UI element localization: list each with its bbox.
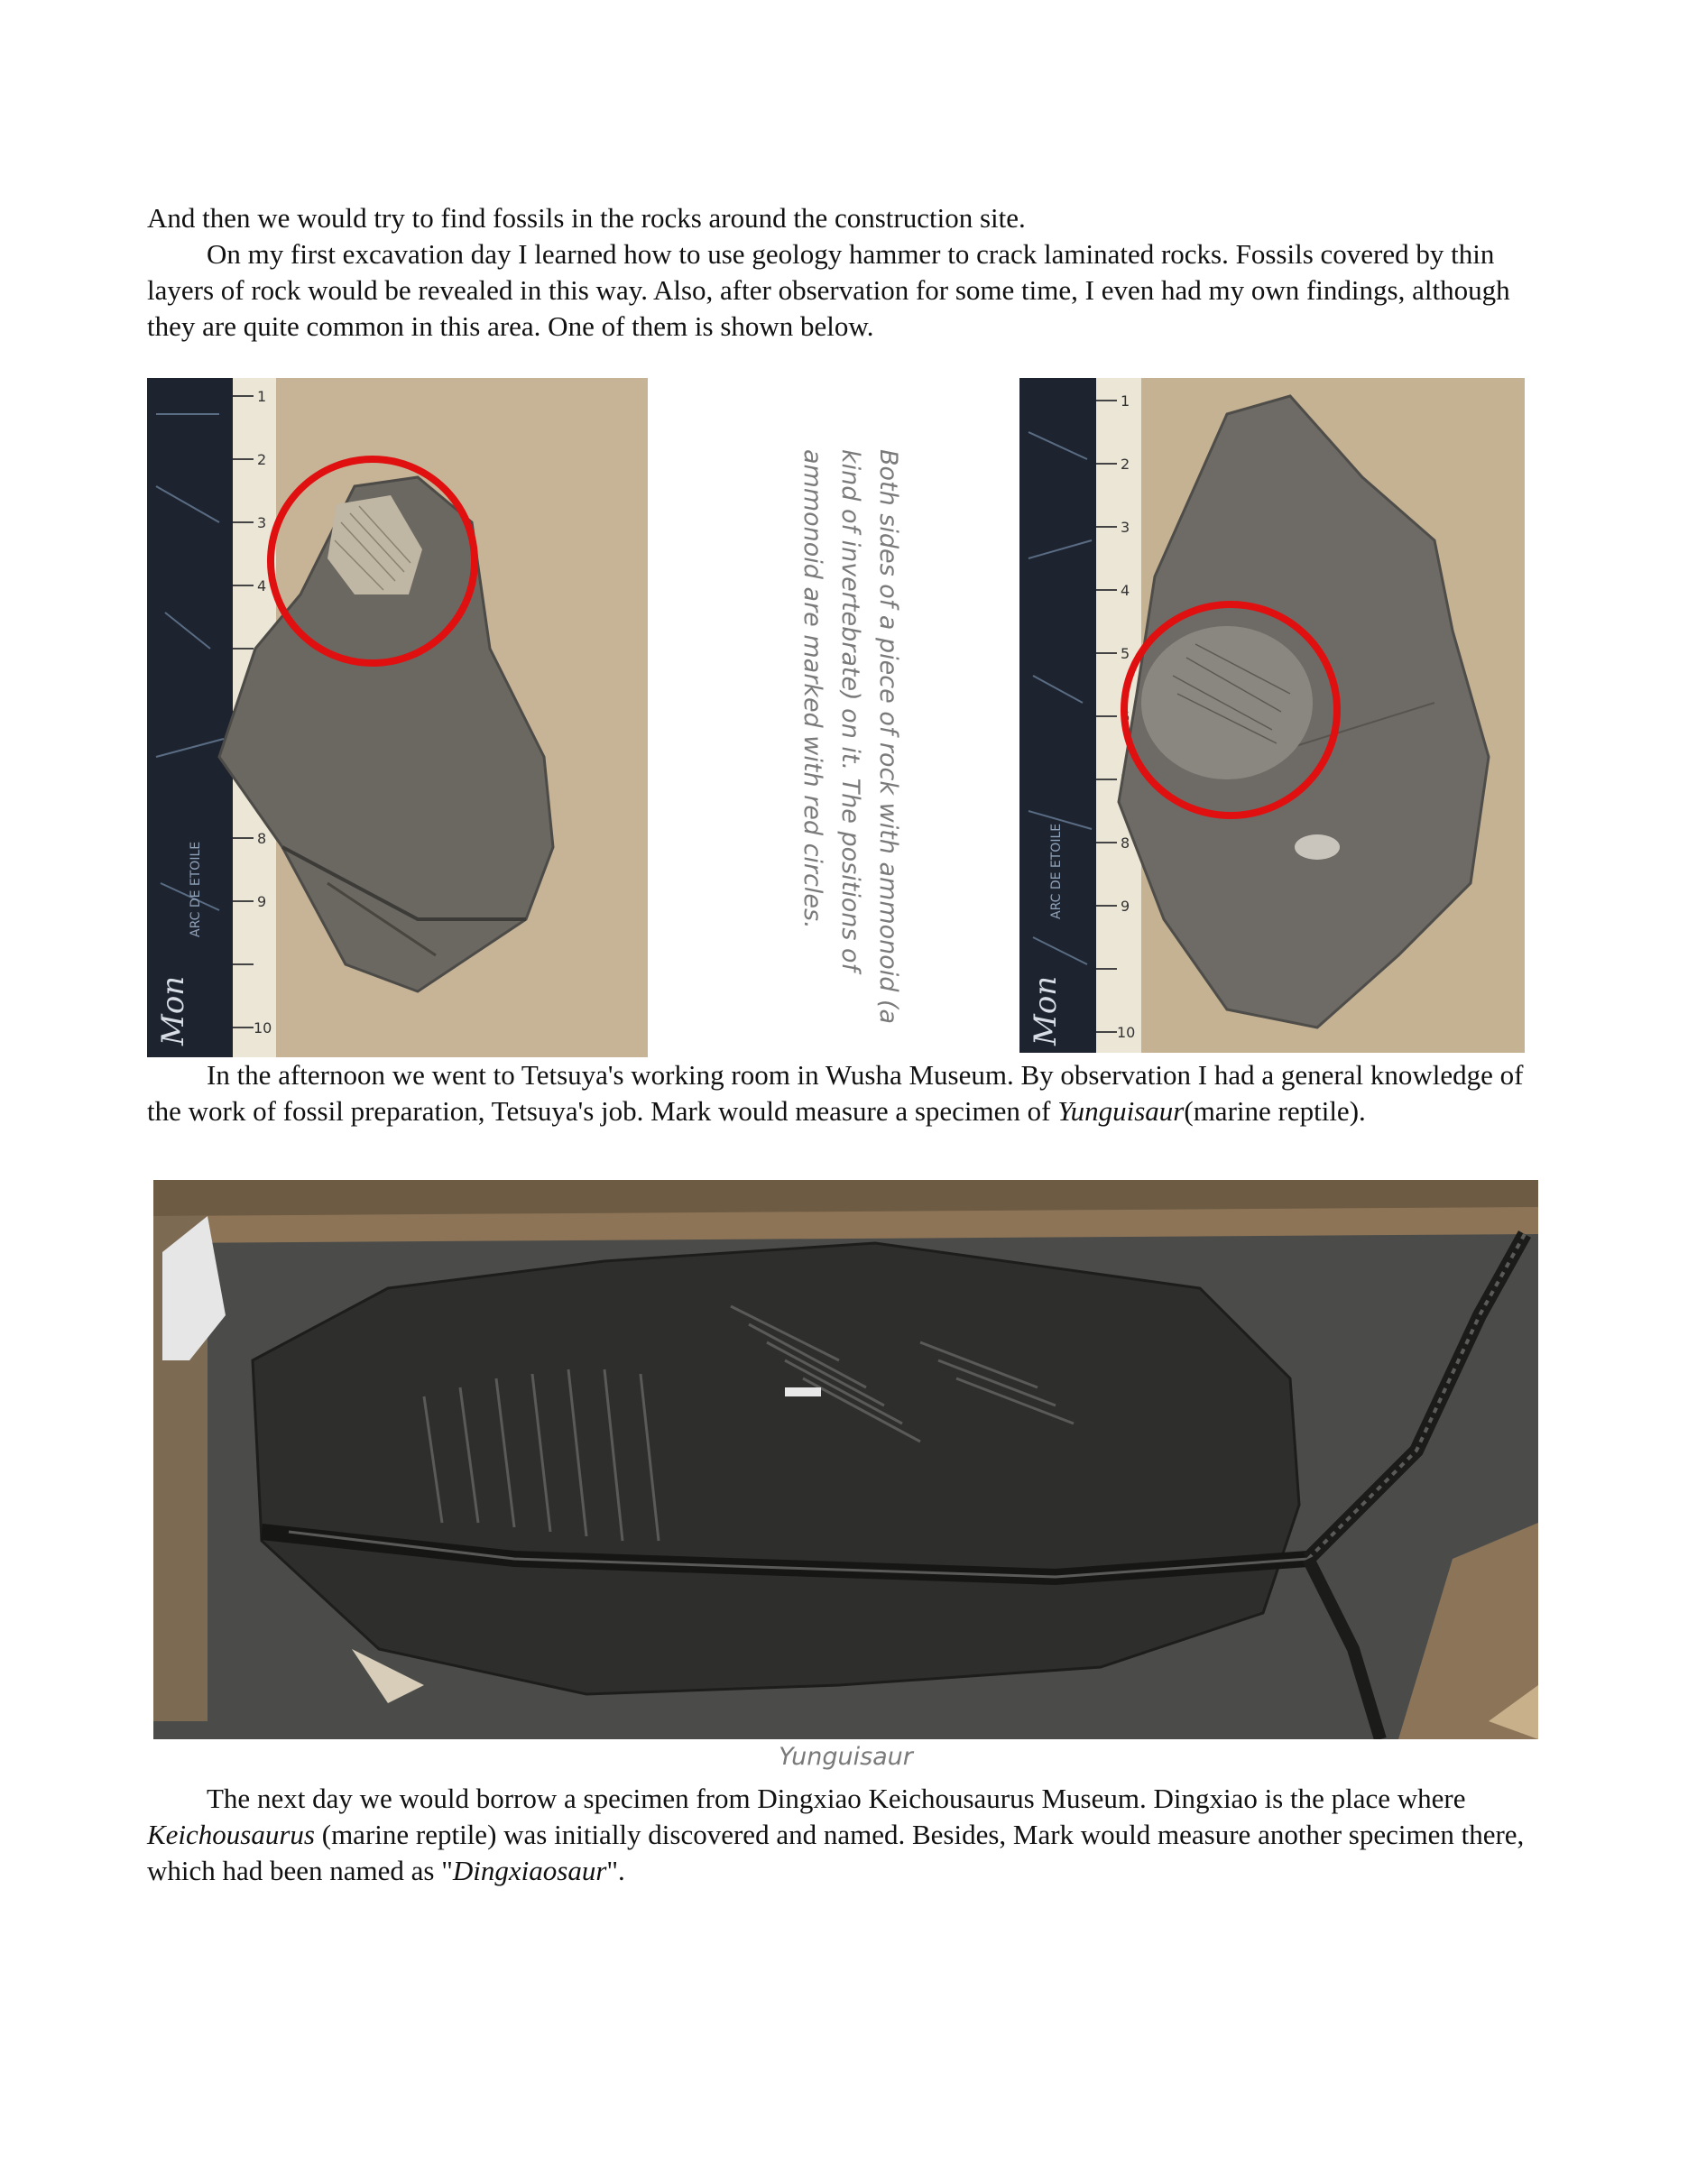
mat-script: Mon	[155, 975, 191, 1046]
paragraph-museum-text: In the afternoon we went to Tetsuya's working room in Wusha Museum. By observation I had a general knowledge of the work of fossil preparation, Tetsuya's job. Mark would measure a specimen of	[147, 1059, 1524, 1127]
ruler-number: 1	[1121, 392, 1130, 410]
mat-label: ARC DE ETOILE	[189, 841, 203, 937]
mat-script: Mon	[1028, 975, 1064, 1046]
paragraph-dingxiao-c: ".	[606, 1855, 625, 1886]
keichousaurus-name: Keichousaurus	[147, 1819, 315, 1850]
yunguisaur-caption: Yunguisaur	[779, 1743, 913, 1771]
paragraph-dingxiao-a: The next day we would borrow a specimen from Dingxiao Keichousaurus Museum. Dingxiao is the place where	[207, 1783, 1466, 1814]
rock-caption: Both sides of a piece of rock with ammonoid (a kind of invertebrate) on it. The positions of ammonoid are marked with red circles.	[798, 449, 902, 1025]
ruler-number: 9	[257, 893, 267, 910]
ruler-number: 1	[257, 388, 267, 405]
ruler-number: 3	[1121, 519, 1130, 536]
ruler-number: 6	[1121, 708, 1130, 725]
ruler-number: 4	[1121, 582, 1130, 599]
mat-label: ARC DE ETOILE	[1049, 823, 1064, 919]
ruler-number: 2	[1121, 456, 1130, 473]
ruler-number: 9	[1121, 898, 1130, 915]
yunguisaur-photo	[153, 1180, 1538, 1739]
paragraph-dingxiao-b: (marine reptile) was initially discovered and named. Besides, Mark would measure another specimen there, which had been named as "	[147, 1819, 1525, 1886]
paragraph-intro: And then we would try to find fossils in the rocks around the construction site.	[147, 202, 1026, 234]
ruler-number: 5	[1121, 645, 1130, 662]
paragraph-excavation: On my first excavation day I learned how to use geology hammer to crack laminated rocks. Fossils covered by thin layers of rock would be revealed in this way. Also, after observation for some time, I even had my own findings, although they are quite common in this area. One of them is shown below.	[147, 238, 1510, 342]
ruler-number: 10	[1117, 1024, 1136, 1041]
paragraph-museum-end: (marine reptile).	[1184, 1095, 1366, 1127]
ruler-number: 4	[257, 577, 267, 594]
paragraph-museum	[147, 1057, 1536, 1129]
ruler-number: 2	[257, 451, 267, 468]
paragraph-dingxiao	[147, 1781, 1536, 1889]
rock-photo-front	[147, 378, 648, 1057]
ruler-number: 3	[257, 514, 267, 531]
rock-photo-back	[1019, 378, 1525, 1053]
ruler-number: 10	[254, 1019, 272, 1037]
species-name: Yunguisaur	[1057, 1095, 1185, 1127]
ruler-number: 8	[1121, 834, 1130, 852]
ruler-number: 8	[257, 830, 267, 847]
dingxiaosaur-name: Dingxiaosaur	[452, 1855, 607, 1886]
